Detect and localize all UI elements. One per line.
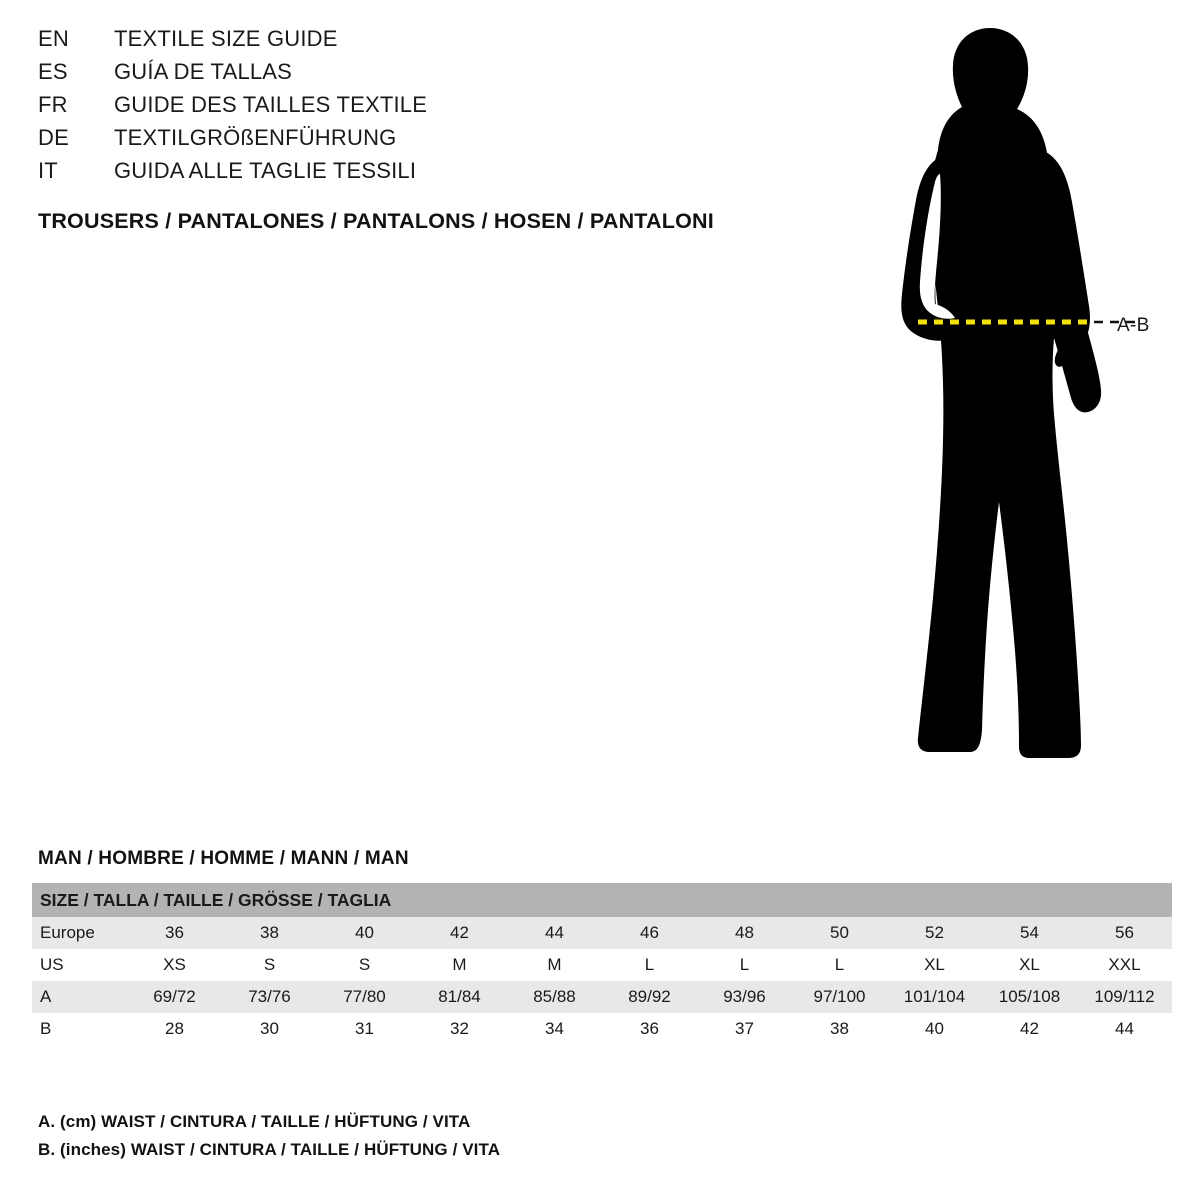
row-label: US (32, 949, 127, 981)
language-code: ES (38, 59, 68, 84)
table-cell: XL (887, 949, 982, 981)
table-cell: 93/96 (697, 981, 792, 1013)
language-header (38, 26, 798, 234)
table-cell: 50 (792, 917, 887, 949)
table-cell: S (222, 949, 317, 981)
language-row (38, 158, 798, 191)
table-cell: 48 (697, 917, 792, 949)
table-cell: 28 (127, 1013, 222, 1045)
table-cell: 46 (602, 917, 697, 949)
language-code: DE (38, 125, 69, 150)
table-cell: 81/84 (412, 981, 507, 1013)
size-table-block (32, 848, 1172, 1045)
table-cell: L (697, 949, 792, 981)
table-cell: 109/112 (1077, 981, 1172, 1013)
table-section-title: MAN / HOMBRE / HOMME / MANN / MAN (38, 848, 409, 869)
language-code: EN (38, 26, 69, 51)
table-cell: 44 (1077, 1013, 1172, 1045)
table-cell: 89/92 (602, 981, 697, 1013)
table-cell: 54 (982, 917, 1077, 949)
table-row (32, 949, 1172, 981)
table-cell: XL (982, 949, 1077, 981)
language-code: FR (38, 92, 68, 117)
table-cell: 40 (887, 1013, 982, 1045)
table-row (32, 1013, 1172, 1045)
language-code: IT (38, 158, 58, 183)
table-cell: 34 (507, 1013, 602, 1045)
table-cell: 42 (982, 1013, 1077, 1045)
table-cell: 42 (412, 917, 507, 949)
language-text: GUIDA ALLE TAGLIE TESSILI (114, 158, 417, 183)
table-cell: XS (127, 949, 222, 981)
footnote-b: B. (inches) WAIST / CINTURA / TAILLE / HÜFTUNG / VITA (38, 1140, 501, 1159)
table-cell: 38 (792, 1013, 887, 1045)
table-cell: XXL (1077, 949, 1172, 981)
table-cell: 56 (1077, 917, 1172, 949)
table-row (32, 981, 1172, 1013)
footnote-a: A. (cm) WAIST / CINTURA / TAILLE / HÜFTUNG / VITA (38, 1112, 471, 1131)
table-cell: 40 (317, 917, 412, 949)
table-cell: 97/100 (792, 981, 887, 1013)
table-cell: 101/104 (887, 981, 982, 1013)
table-cell: 85/88 (507, 981, 602, 1013)
language-row (38, 92, 798, 125)
language-text: GUIDE DES TAILLES TEXTILE (114, 92, 428, 117)
table-cell: L (602, 949, 697, 981)
table-header-label: SIZE / TALLA / TAILLE / GRÖSSE / TAGLIA (32, 883, 1172, 917)
language-text: TEXTILE SIZE GUIDE (114, 26, 338, 51)
table-cell: 77/80 (317, 981, 412, 1013)
garment-type-line: TROUSERS / PANTALONES / PANTALONS / HOSEN / PANTALONI (38, 209, 714, 233)
table-cell: M (507, 949, 602, 981)
table-cell: 36 (127, 917, 222, 949)
silhouette-icon (790, 10, 1190, 810)
size-table (32, 883, 1172, 1045)
table-cell: 38 (222, 917, 317, 949)
table-cell: 105/108 (982, 981, 1077, 1013)
language-row (38, 125, 798, 158)
table-cell: 36 (602, 1013, 697, 1045)
table-cell: 73/76 (222, 981, 317, 1013)
row-label: Europe (32, 917, 127, 949)
table-cell: 32 (412, 1013, 507, 1045)
language-row (38, 59, 798, 92)
row-label: A (32, 981, 127, 1013)
table-cell: 52 (887, 917, 982, 949)
table-cell: 44 (507, 917, 602, 949)
table-header-row (32, 883, 1172, 917)
table-cell: S (317, 949, 412, 981)
table-cell: 30 (222, 1013, 317, 1045)
footnotes-block (38, 1108, 938, 1164)
male-silhouette-figure (790, 10, 1190, 810)
row-label: B (32, 1013, 127, 1045)
language-text: TEXTILGRÖßENFÜHRUNG (114, 125, 397, 150)
measure-label-ab: A-B (1117, 315, 1150, 336)
table-cell: 69/72 (127, 981, 222, 1013)
table-row (32, 917, 1172, 949)
table-cell: 31 (317, 1013, 412, 1045)
table-cell: 37 (697, 1013, 792, 1045)
language-text: GUÍA DE TALLAS (114, 59, 293, 84)
language-row (38, 26, 798, 59)
table-cell: M (412, 949, 507, 981)
table-cell: L (792, 949, 887, 981)
